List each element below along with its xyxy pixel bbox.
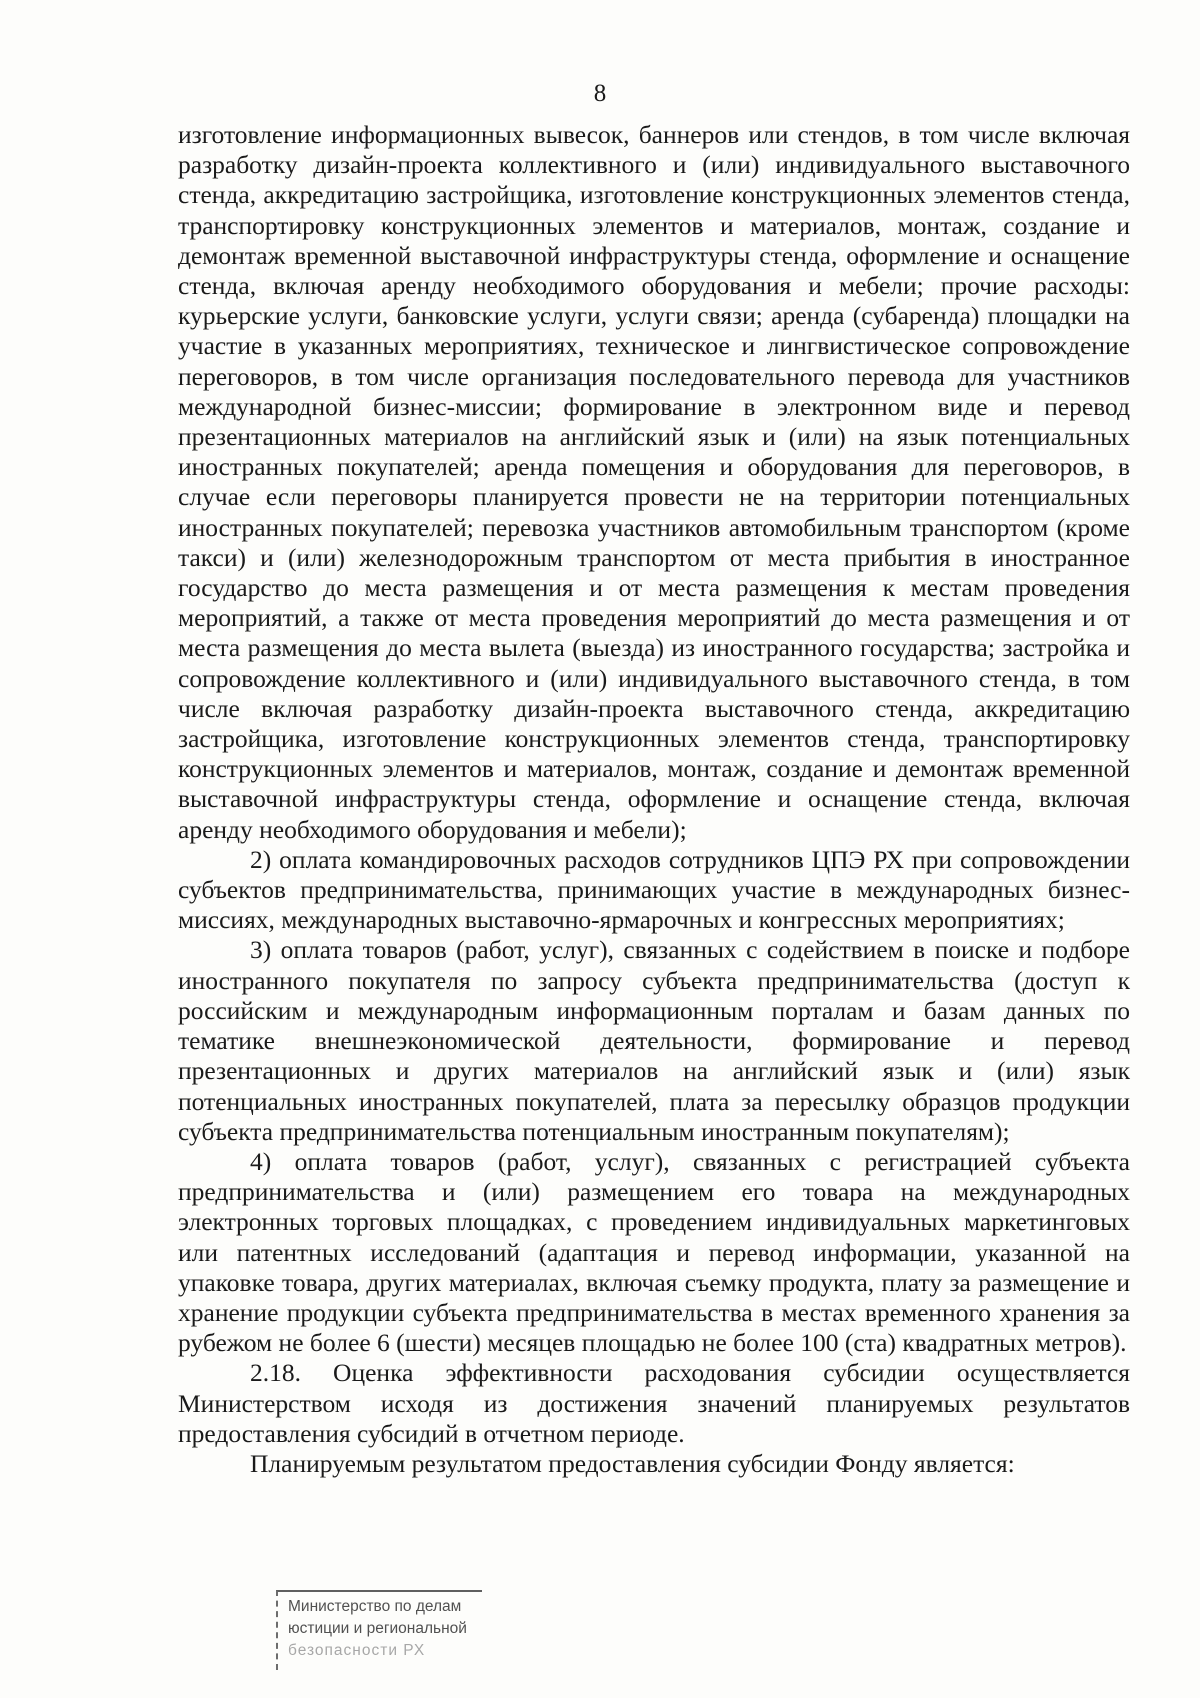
registration-stamp [276, 1590, 482, 1670]
paragraph-item-3: 3) оплата товаров (работ, услуг), связанных с содействием в поиске и подборе иностранного покупателя по запросу субъекта предпринимательства (доступ к российским и международным информационным порталам и базам данных по тематике внешнеэкономической деятельности, формирование и перевод презентационных и других материалов на английский язык и (или) язык потенциальных иностранных покупателей, плата за пересылку образцов продукции субъекта предпринимательства потенциальным иностранным покупателям); [178, 935, 1130, 1146]
paragraph-item-2: 2) оплата командировочных расходов сотрудников ЦПЭ РХ при сопровождении субъектов предпринимательства, принимающих участие в международных бизнес-миссиях, международных выставочно-ярмарочных и конгрессных мероприятиях; [178, 844, 1130, 935]
paragraph-item-4: 4) оплата товаров (работ, услуг), связанных с регистрацией субъекта предпринимательства и (или) размещением его товара на международных электронных торговых площадках, с проведением индивидуальных маркетинговых или патентных исследований (адаптация и перевод информации, указанной на упаковке товара, других материалах, включая съемку продукта, плату за размещение и хранение продукции субъекта предпринимательства в местах временного хранения за рубежом не более 6 (шести) месяцев площадью не более 100 (ста) квадратных метров). [178, 1146, 1130, 1358]
paragraph-2-18: 2.18. Оценка эффективности расходования субсидии осуществляется Министерством исходя из достижения значений планируемых результатов предоставления субсидий в отчетном периоде. [178, 1358, 1130, 1448]
paragraph-planned-result: Планируемым результатом предоставления субсидии Фонду является: [250, 1448, 1015, 1478]
stamp-line-3: безопасности РХ [288, 1642, 426, 1659]
paragraph-continuation: изготовление информационных вывесок, баннеров или стендов, в том числе включая разработку дизайн-проекта коллективного и (или) индивидуального выставочного стенда, аккредитацию застройщика, изготовление конструкционных элементов стенда, транспортировку конструкционных элементов и материалов, монтаж, создание и демонтаж временной выставочной инфраструктуры стенда, оформление и оснащение стенда, включая аренду необходимого оборудования и мебели; прочие расходы: курьерские услуги, банковские услуги, услуги связи; аренда (субаренда) площадки на участие в указанных мероприятиях, техническое и лингвистическое сопровождение переговоров, в том числе организация последовательного перевода для участников международной бизнес-миссии; формирование в электронном виде и перевод презентационных материалов на английский язык и (или) на язык потенциальных иностранных покупателей; аренда помещения и оборудования для переговоров, в случае если переговоры планируется провести не на территории потенциальных иностранных покупателей; перевозка участников автомобильным транспортом (кроме такси) и (или) железнодорожным транспортом от места прибытия в иностранное государство до места размещения и от места размещения к местам проведения мероприятий, а также от места проведения мероприятий до места размещения и от места размещения до места вылета (выезда) из иностранного государства; застройка и сопровождение коллективного и (или) индивидуального выставочного стенда, в том числе включая разработку дизайн-проекта выставочного стенда, аккредитацию застройщика, изготовление конструкционных элементов стенда, транспортировку конструкционных элементов и материалов, монтаж, создание и демонтаж временной выставочной инфраструктуры стенда, оформление и оснащение стенда, включая аренду необходимого оборудования и мебели); [178, 120, 1130, 844]
stamp-line-2: юстиции и региональной [288, 1620, 467, 1637]
document-body [178, 120, 1130, 1479]
stamp-line-1: Министерство по делам [288, 1598, 462, 1615]
page-number: 8 [593, 80, 607, 107]
